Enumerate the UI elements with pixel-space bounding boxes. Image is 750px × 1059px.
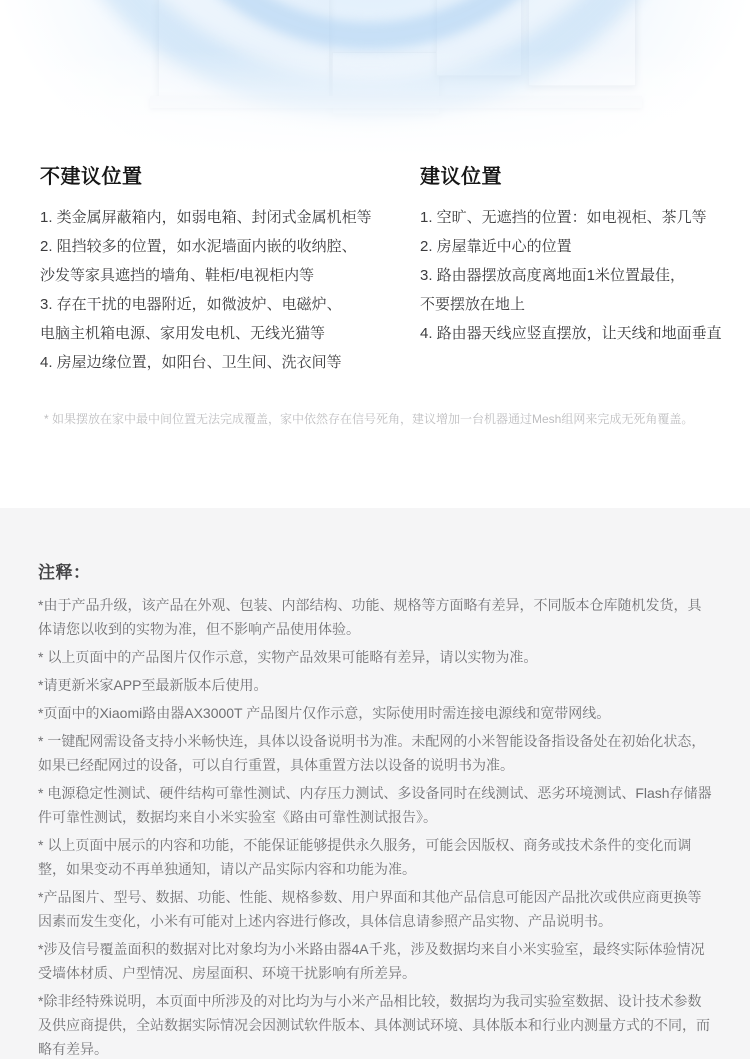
note-item: *除非经特殊说明，本页面中所涉及的对比均为与小米产品相比较，数据均为我司实验室数据、设计技术参数及供应商提供，全站数据实际情况会因测试软件版本、具体测试环境、具体版本和行业内测量方式的不同，而略有差异。 [38,993,710,1057]
note-item: * 电源稳定性测试、硬件结构可靠性测试、内存压力测试、多设备同时在线测试、恶劣环境测试、Flash存储器件可靠性测试，数据均来自小米实验室《路由可靠性测试报告》。 [38,785,712,825]
hero-fade-overlay [0,0,750,165]
recommended-line: 不要摆放在地上 [420,296,526,313]
recommended-line: 3. 路由器摆放高度离地面1米位置最佳， [420,267,686,284]
not-recommended-line: 3. 存在干扰的电器附近，如微波炉、电磁炉、 [40,296,342,313]
not-recommended-line: 电脑主机箱电源、家用发电机、无线光猫等 [40,325,326,342]
recommended-title: 建议位置 [420,166,502,188]
note-item: *涉及信号覆盖面积的数据对比对象均为小米路由器4A千兆，涉及数据均来自小米实验室，最终实际体验情况受墙体材质、户型情况、房屋面积、环境干扰影响有所差异。 [38,941,705,981]
notes-section [0,508,750,1059]
recommended-line: 1. 空旷、无遮挡的位置：如电视柜、茶几等 [420,209,707,226]
note-item: * 以上页面中的产品图片仅作示意，实物产品效果可能略有差异，请以实物为准。 [38,649,538,665]
not-recommended-line: 1. 类金属屏蔽箱内，如弱电箱、封闭式金属机柜等 [40,209,372,226]
not-recommended-line: 2. 阻挡较多的位置，如水泥墙面内嵌的收纳腔、 [40,238,357,255]
note-item: *页面中的Xiaomi路由器AX3000T 产品图片仅作示意，实际使用时需连接电源线和宽带网线。 [38,705,611,721]
not-recommended-title: 不建议位置 [40,166,143,188]
not-recommended-line: 沙发等家具遮挡的墙角、鞋柜/电视柜内等 [40,267,315,284]
not-recommended-line: 4. 房屋边缘位置，如阳台、卫生间、洗衣间等 [40,354,342,371]
floorplan-coverage-image [0,0,750,165]
note-item: *请更新米家APP至最新版本后使用。 [38,677,268,693]
recommended-line: 2. 房屋靠近中心的位置 [420,238,572,255]
note-item: * 一键配网需设备支持小米畅快连，具体以设备说明书为准。未配网的小米智能设备指设备处在初始化状态，如果已经配网过的设备，可以自行重置，具体重置方法以设备的说明书为准。 [38,733,706,773]
mesh-footnote: * 如果摆放在家中最中间位置无法完成覆盖，家中依然存在信号死角，建议增加一台机器通过Mesh组网来完成无死角覆盖。 [44,412,694,426]
note-item: * 以上页面中展示的内容和功能，不能保证能够提供永久服务，可能会因版权、商务或技术条件的变化而调整，如果变动不再单独通知，请以产品实际内容和功能为准。 [38,837,692,877]
recommended-line: 4. 路由器天线应竖直摆放，让天线和地面垂直 [420,325,722,342]
recommended-column [420,164,730,348]
note-item: *由于产品升级，该产品在外观、包装、内部结构、功能、规格等方面略有差异，不同版本仓库随机发货，具体请您以收到的实物为准，但不影响产品使用体验。 [38,597,702,637]
not-recommended-column [40,164,405,377]
notes-title: 注释： [38,563,91,582]
note-item: *产品图片、型号、数据、功能、性能、规格参数、用户界面和其他产品信息可能因产品批次或供应商更换等因素而发生变化，小米有可能对上述内容进行修改，具体信息请参照产品实物、产品说明书。 [38,889,702,929]
